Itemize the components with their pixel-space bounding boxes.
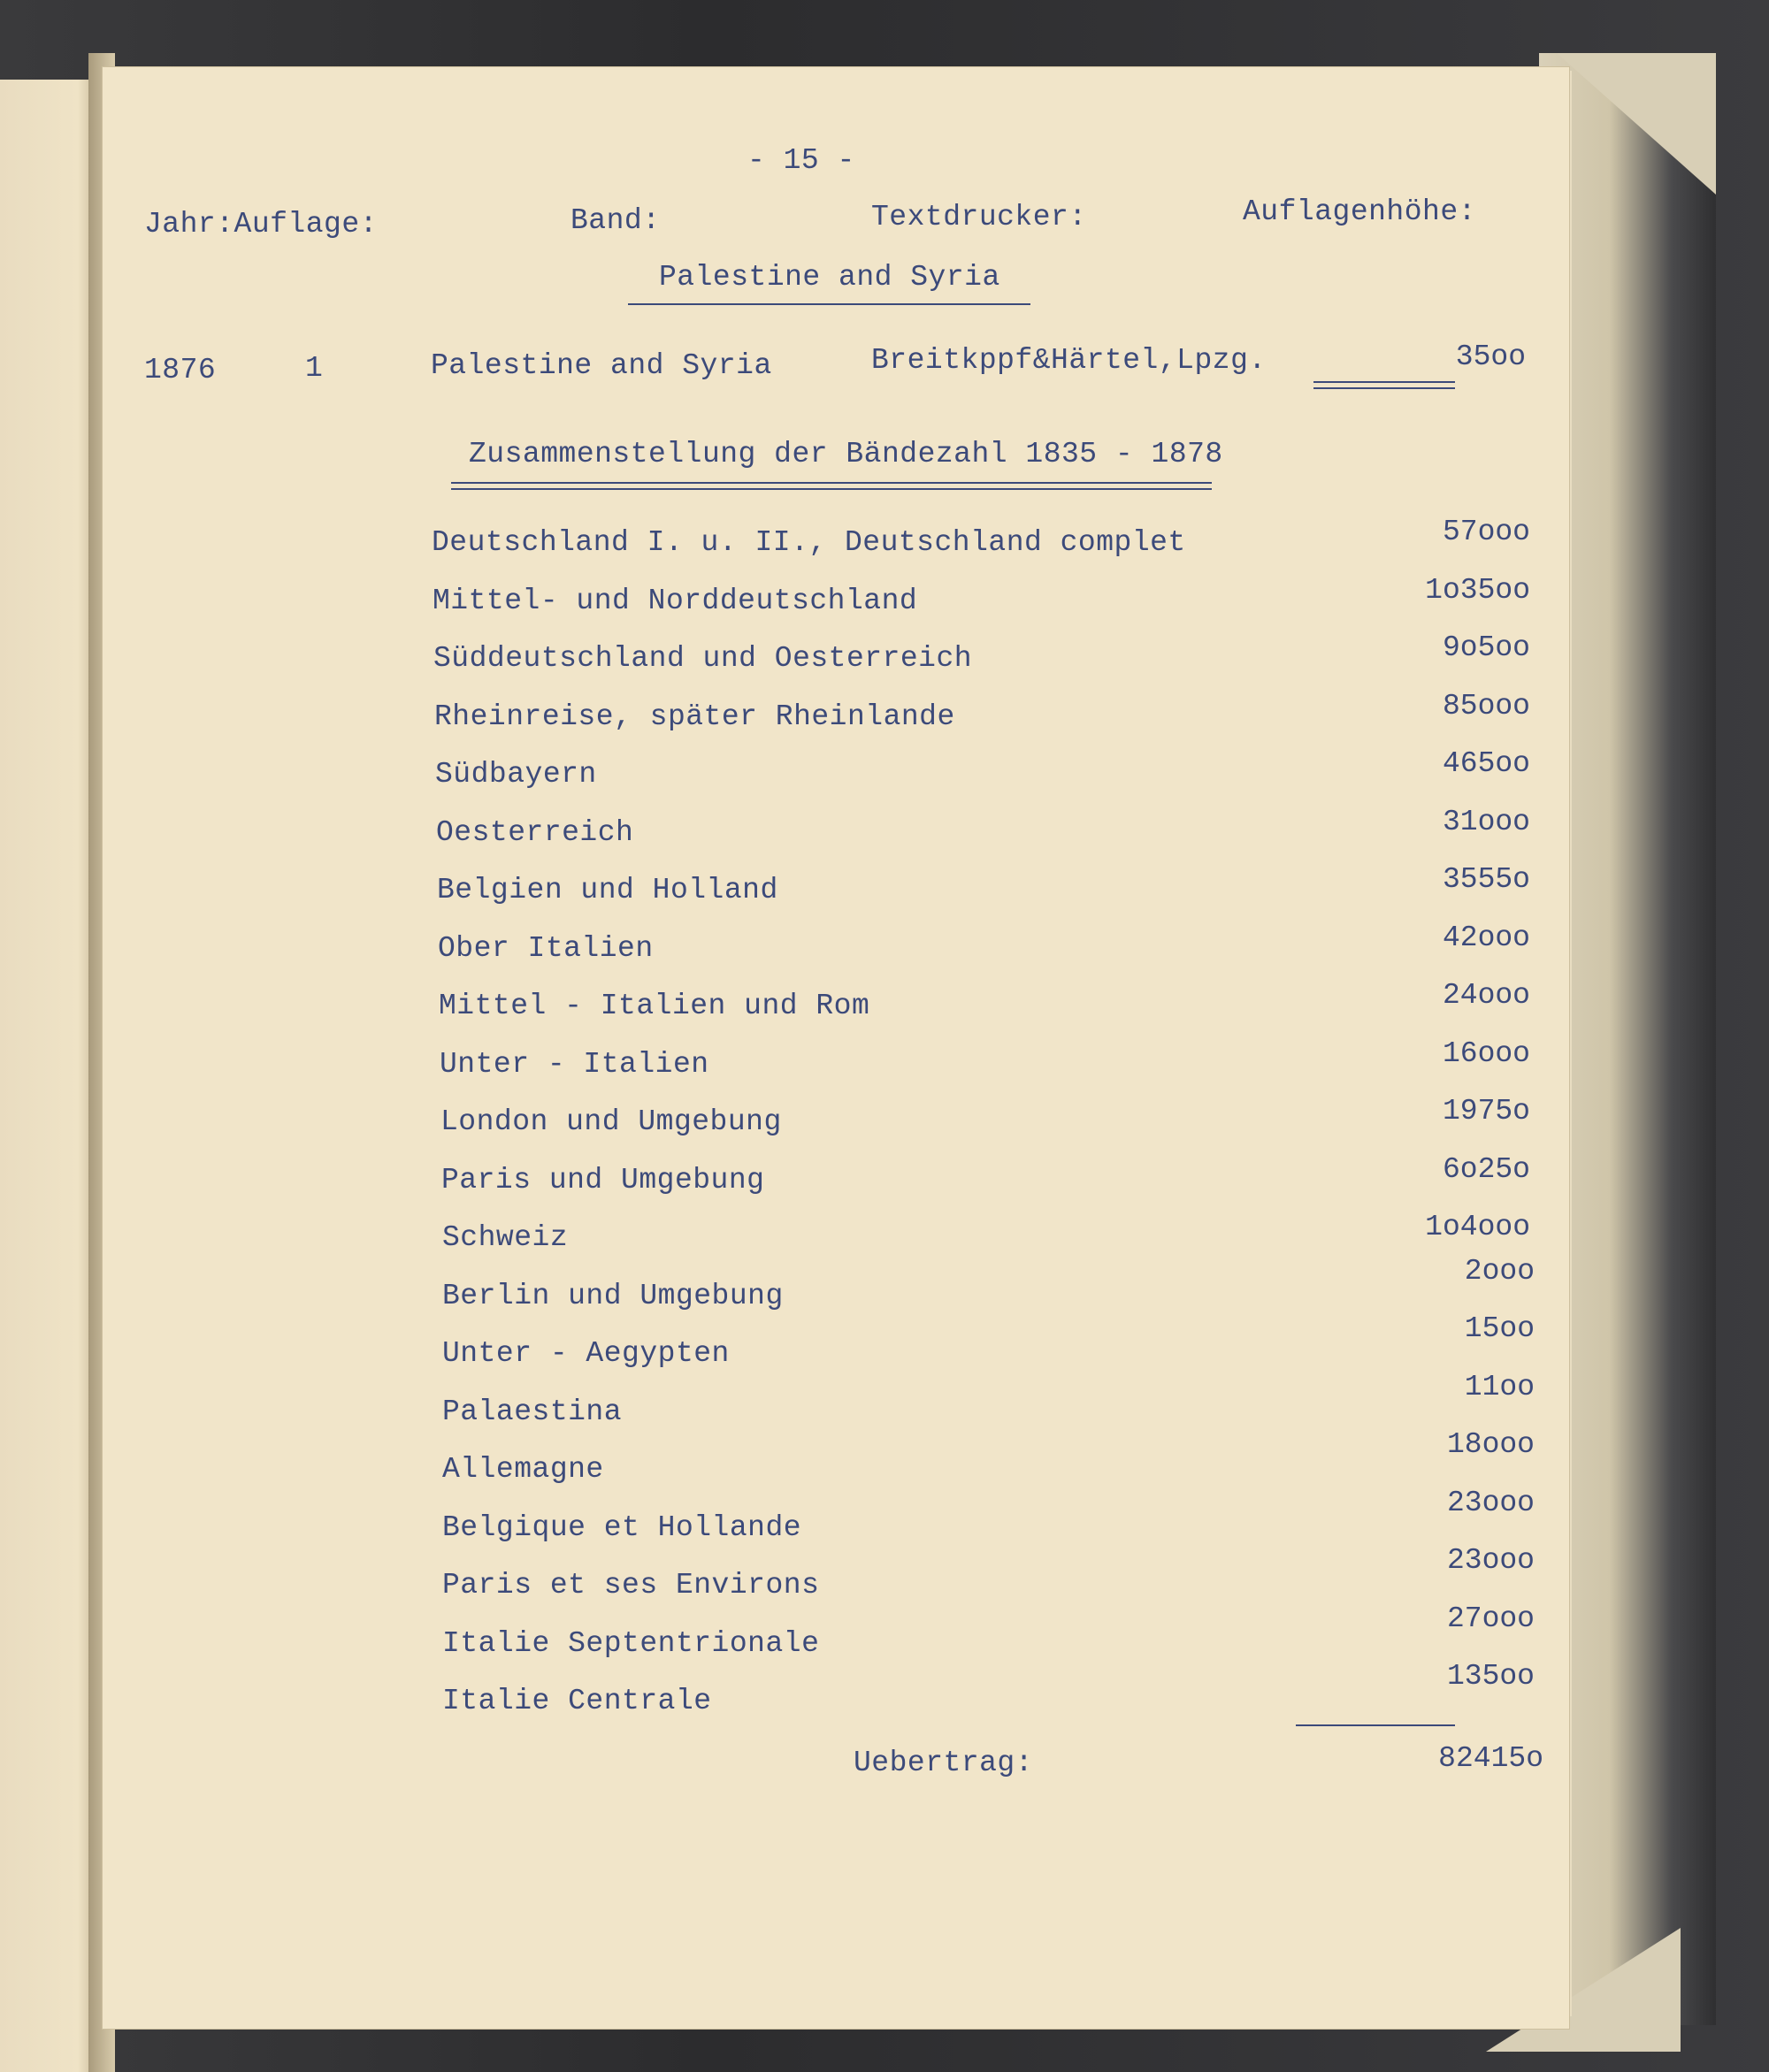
volume-count: 31ooo bbox=[1442, 805, 1530, 838]
volume-name: Italie Centrale bbox=[442, 1685, 712, 1717]
volume-count: 2ooo bbox=[1464, 1254, 1535, 1288]
header-textdrucker: Textdrucker: bbox=[871, 201, 1087, 233]
volume-count: 42ooo bbox=[1442, 921, 1530, 954]
volume-name: Rheinreise, später Rheinlande bbox=[434, 700, 955, 733]
volume-name: Belgien und Holland bbox=[437, 874, 778, 906]
volume-name: London und Umgebung bbox=[440, 1105, 782, 1138]
volume-name: Allemagne bbox=[442, 1453, 604, 1486]
section-title-palestine: Palestine and Syria bbox=[659, 261, 1000, 294]
volume-name: Mittel- und Norddeutschland bbox=[433, 584, 918, 617]
volume-count: 465oo bbox=[1442, 747, 1530, 780]
document-page bbox=[102, 66, 1570, 2030]
volume-name: Paris und Umgebung bbox=[441, 1163, 765, 1197]
volume-count: 6o25o bbox=[1442, 1152, 1530, 1186]
volume-name: Mittel - Italien und Rom bbox=[439, 990, 870, 1022]
volume-count: 3555o bbox=[1442, 863, 1530, 896]
section-title-zusammenstellung: Zusammenstellung der Bändezahl 1835 - 1878 bbox=[469, 438, 1223, 470]
count-double-underline bbox=[1313, 387, 1455, 389]
row-count: 35oo bbox=[1455, 340, 1526, 373]
left-facing-page bbox=[0, 80, 97, 2072]
volume-name: Italie Septentrionale bbox=[442, 1626, 820, 1660]
volume-count: 16ooo bbox=[1442, 1036, 1530, 1070]
volume-count: 1o35oo bbox=[1425, 573, 1530, 607]
volume-count: 15oo bbox=[1464, 1312, 1535, 1345]
volume-count: 85ooo bbox=[1442, 689, 1530, 723]
volume-count: 1o4ooo bbox=[1425, 1211, 1530, 1243]
volume-name: Oesterreich bbox=[436, 815, 634, 849]
sum-underline bbox=[1296, 1724, 1455, 1726]
volume-name: Süddeutschland und Oesterreich bbox=[433, 642, 973, 675]
page-number: - 15 - bbox=[747, 144, 855, 177]
volume-count: 11oo bbox=[1464, 1370, 1535, 1403]
volume-count: 27ooo bbox=[1446, 1602, 1535, 1635]
row-band: Palestine and Syria bbox=[431, 349, 772, 382]
volume-count: 135oo bbox=[1446, 1660, 1535, 1693]
volume-name: Ober Italien bbox=[438, 931, 654, 965]
header-jahr-auflage: Jahr:Auflage: bbox=[144, 208, 378, 241]
volume-count: 23ooo bbox=[1446, 1544, 1535, 1577]
volume-name: Paris et ses Environs bbox=[442, 1569, 820, 1602]
volume-count: 9o5oo bbox=[1442, 631, 1530, 664]
count-double-underline bbox=[1313, 381, 1455, 383]
volume-name: Belgique et Hollande bbox=[442, 1510, 802, 1544]
volume-count: 24ooo bbox=[1442, 979, 1530, 1012]
title-double-underline bbox=[451, 488, 1212, 490]
volume-name: Schweiz bbox=[442, 1221, 569, 1254]
volume-name: Unter - Aegypten bbox=[442, 1337, 730, 1370]
volume-name: Südbayern bbox=[435, 758, 597, 791]
row-printer: Breitkppf&Härtel,Lpzg. bbox=[871, 344, 1267, 377]
total-value: 82415o bbox=[1438, 1742, 1543, 1775]
volume-name: Unter - Italien bbox=[440, 1047, 709, 1081]
header-auflagenhoehe: Auflagenhöhe: bbox=[1243, 195, 1476, 228]
row-edition: 1 bbox=[305, 352, 324, 385]
volume-count: 23ooo bbox=[1446, 1486, 1535, 1519]
title-double-underline bbox=[451, 482, 1212, 484]
row-year: 1876 bbox=[144, 354, 217, 386]
volume-name: Palaestina bbox=[442, 1395, 623, 1428]
total-label: Uebertrag: bbox=[854, 1747, 1034, 1779]
title-underline bbox=[628, 303, 1030, 305]
header-band: Band: bbox=[571, 204, 661, 237]
volume-count: 57ooo bbox=[1442, 516, 1530, 548]
volume-count: 1975o bbox=[1442, 1095, 1530, 1128]
volume-name: Berlin und Umgebung bbox=[442, 1279, 784, 1312]
volume-count: 18ooo bbox=[1446, 1428, 1535, 1461]
volume-name: Deutschland I. u. II., Deutschland complet bbox=[432, 526, 1186, 559]
